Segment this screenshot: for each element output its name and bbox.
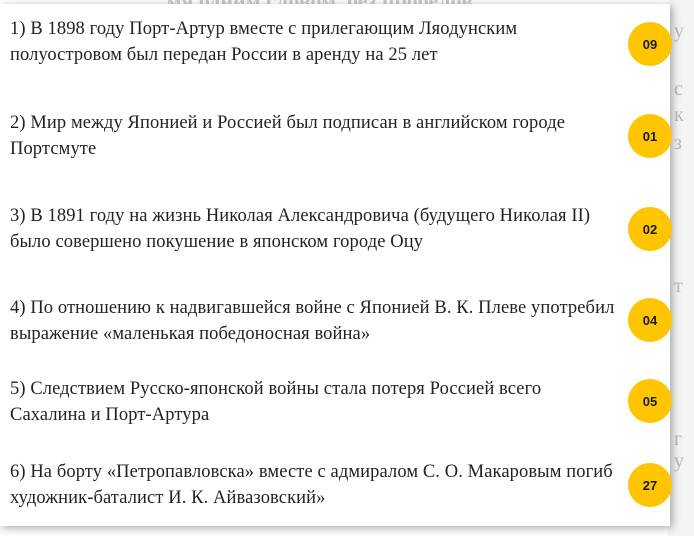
statement-4-badge[interactable]: 04 (628, 298, 672, 342)
background-glyph: с (674, 78, 683, 100)
statement-5-badge[interactable]: 05 (628, 379, 672, 423)
statements-card (0, 4, 670, 526)
statement-2-badge[interactable]: 01 (628, 114, 672, 158)
background-glyph: т (674, 275, 683, 297)
statement-1: 1) В 1898 году Порт-Артур вместе с прилегающим Ляодунским полуостровом был передан России в аренду на 25 лет (10, 19, 518, 65)
statement-1-badge[interactable]: 09 (628, 22, 672, 66)
background-glyph: у (674, 20, 684, 42)
statement-3: 3) В 1891 году на жизнь Николая Александровича (будущего Николая II) было совершено покушение в японском городе Оцу (10, 206, 591, 252)
statement-5: 5) Следствием Русско-японской войны стала потеря Россией всего Сахалина и Порт-Артура (10, 379, 542, 425)
statement-3-badge[interactable]: 02 (628, 207, 672, 251)
background-glyph: к (674, 104, 684, 126)
background-glyph: з (674, 132, 682, 154)
statement-6-badge[interactable]: 27 (628, 463, 672, 507)
statement-6: 6) На борту «Петропавловска» вместе с адмиралом С. О. Макаровым погиб художник-баталист И. К. Айвазовский» (10, 462, 613, 508)
statement-2: 2) Мир между Японией и Россией был подписан в английском городе Портсмуте (10, 113, 566, 159)
background-glyph: у (674, 450, 684, 472)
statement-4: 4) По отношению к надвигавшейся войне с Японией В. К. Плеве употребил выражение «маленькая победоносная война» (10, 298, 615, 344)
background-glyph: г (674, 428, 683, 450)
background-page-edge (668, 0, 694, 536)
